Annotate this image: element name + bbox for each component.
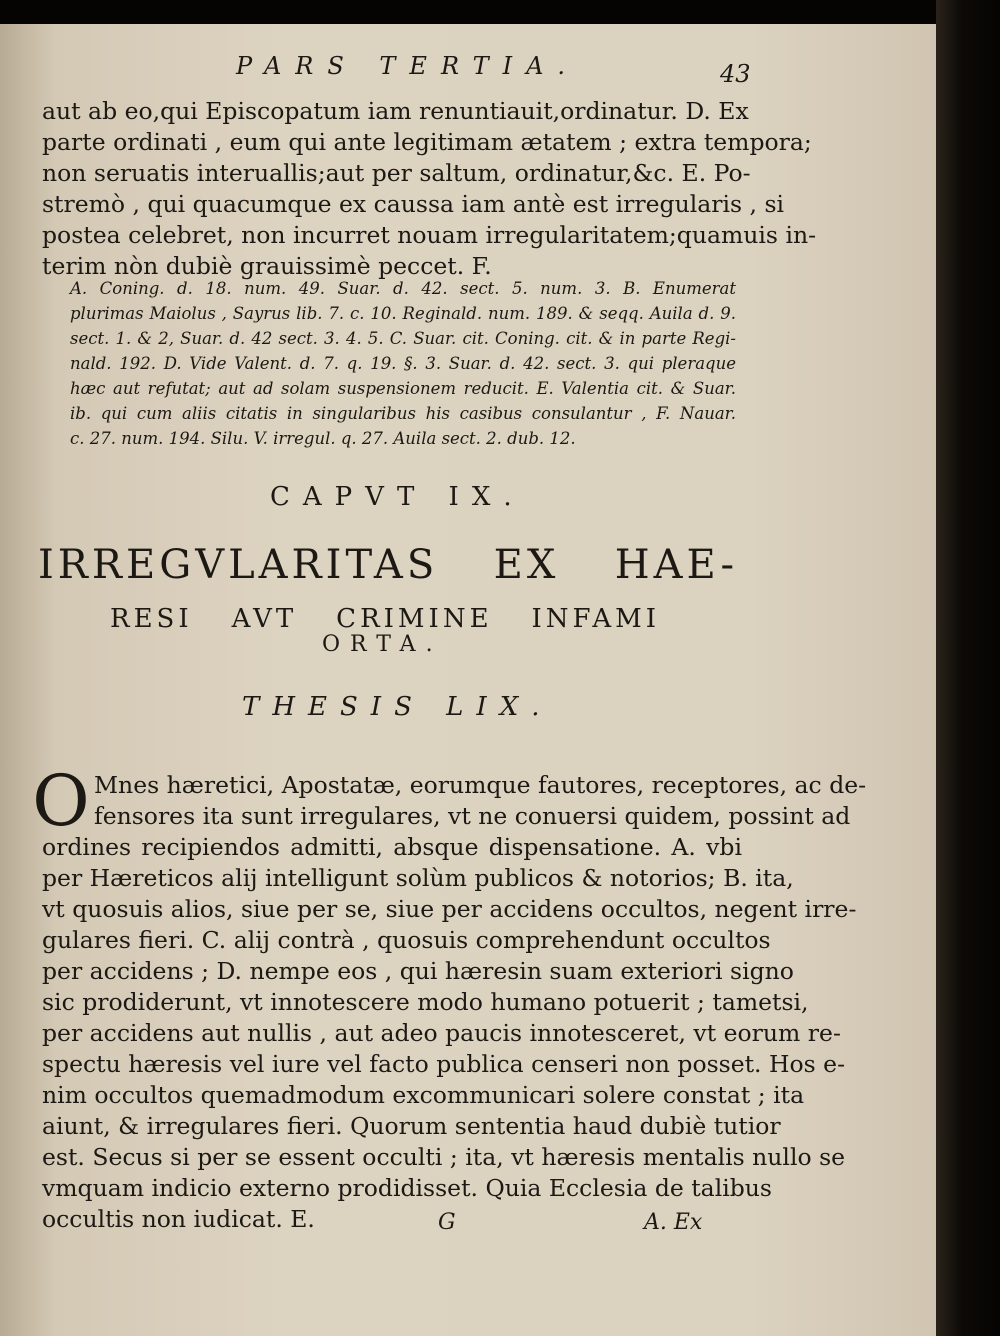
note-line: hæc aut refutat; aut ad solam suspensionem reducit. E. Valentia cit. & Suar. [70, 379, 736, 398]
text-line: aut ab eo,qui Episcopatum iam renuntiauit,ordinatur. D. Ex [42, 97, 749, 125]
scan-border-right [936, 0, 1000, 1336]
drop-cap: O [32, 760, 90, 842]
text-line: aiunt, & irregulares fieri. Quorum sententia haud dubiè tutior [42, 1112, 781, 1140]
note-line: nald. 192. D. Vide Valent. d. 7. q. 19. §. 3. Suar. d. 42. sect. 3. qui pleraque [70, 354, 736, 373]
text-line: nim occultos quemadmodum excommunicari solere constat ; ita [42, 1081, 805, 1109]
text-line: stremò , qui quacumque ex caussa iam antè est irregularis , si [42, 190, 785, 218]
text-line: fensores ita sunt irregulares, vt ne conuersi quidem, possint ad [94, 802, 851, 830]
text-line: vt quosuis alios, siue per se, siue per accidens occultos, negent irre- [42, 895, 857, 923]
thesis-heading: THESIS LIX. [242, 692, 553, 722]
note-line: c. 27. num. 194. Silu. V. irregul. q. 27. Auila sect. 2. dub. 12. [70, 429, 576, 448]
note-line: A. Coning. d. 18. num. 49. Suar. d. 42. sect. 5. num. 3. B. Enumerat [70, 279, 736, 298]
text-line: occultis non iudicat. E. [42, 1205, 315, 1233]
text-line: postea celebret, non incurret nouam irregularitatem;quamuis in- [42, 221, 817, 249]
text-line: parte ordinati , eum qui ante legitimam ætatem ; extra tempora; [42, 128, 812, 156]
running-head: PARS TERTIA. [236, 52, 580, 80]
chapter-heading: CAPVT IX. [270, 482, 525, 512]
text-line: per accidens ; D. nempe eos , qui hæresin suam exteriori signo [42, 957, 794, 985]
chapter-title-line-3: ORTA. [322, 632, 443, 657]
text-line: spectu hæresis vel iure vel facto publica censeri non posset. Hos e- [42, 1050, 846, 1078]
page-number: 43 [720, 60, 751, 88]
catchword: A. Ex [644, 1210, 703, 1235]
chapter-title-line-1: IRREGVLARITAS EX HAE- [38, 542, 738, 588]
text-line: terim nòn dubiè grauissimè peccet. F. [42, 252, 492, 280]
chapter-title-line-2: RESI AVT CRIMINE INFAMI [110, 604, 660, 634]
text-line: ordines recipiendos admitti, absque dispensatione. A. vbi [42, 833, 742, 861]
text-line: non seruatis interuallis;aut per saltum, ordinatur,&c. E. Po- [42, 159, 751, 187]
text-line: per Hæreticos alij intelligunt solùm publicos & notorios; B. ita, [42, 864, 794, 892]
top-paragraph [42, 96, 817, 282]
text-line: Mnes hæretici, Apostatæ, eorumque fautores, receptores, ac de- [94, 771, 867, 799]
text-line: per accidens aut nullis , aut adeo paucis innotesceret, vt eorum re- [42, 1019, 841, 1047]
signature-mark: G [438, 1210, 456, 1235]
note-line: ib. qui cum aliis citatis in singularibus his casibus consulantur , F. Nauar. [70, 404, 736, 423]
note-line: plurimas Maiolus , Sayrus lib. 7. c. 10. Reginald. num. 189. & seqq. Auila d. 9. [70, 304, 736, 323]
text-line: gulares fieri. C. alij contrà , quosuis comprehendunt occultos [42, 926, 771, 954]
note-line: sect. 1. & 2, Suar. d. 42 sect. 3. 4. 5. C. Suar. cit. Coning. cit. & in parte Regi- [70, 329, 736, 348]
scan-border-top [0, 0, 1000, 24]
thesis-body [42, 770, 867, 1235]
text-line: vmquam indicio externo prodidisset. Quia Ecclesia de talibus [42, 1174, 772, 1202]
text-line: est. Secus si per se essent occulti ; ita, vt hæresis mentalis nullo se [42, 1143, 846, 1171]
book-page [0, 24, 936, 1336]
text-line: sic prodiderunt, vt innotescere modo humano potuerit ; tametsi, [42, 988, 809, 1016]
marginal-notes [70, 276, 736, 451]
